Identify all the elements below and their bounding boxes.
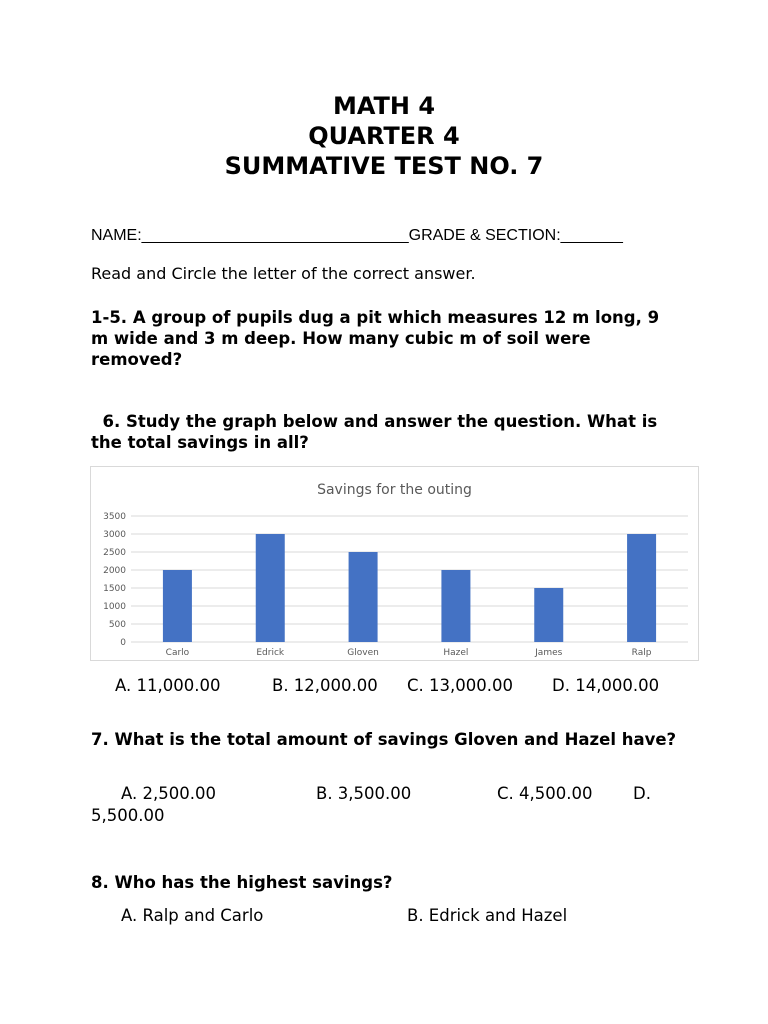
test-subject: MATH 4: [332, 92, 436, 120]
y-tick-label: 0: [120, 638, 126, 648]
q7-option-d[interactable]: D.: [633, 784, 651, 803]
q6-option-a[interactable]: A. 11,000.00: [115, 676, 221, 695]
test-quarter: QUARTER 4: [308, 122, 460, 150]
x-tick-label: Hazel: [443, 648, 469, 658]
y-tick-label: 500: [108, 620, 126, 630]
q6-option-b[interactable]: B. 12,000.00: [272, 676, 378, 695]
x-tick-label: Edrick: [256, 648, 285, 658]
bar-carlo: [163, 570, 192, 642]
y-tick-label: 2500: [103, 548, 126, 558]
y-tick-label: 1000: [103, 602, 126, 612]
bar-edrick: [256, 534, 285, 642]
q6-option-c[interactable]: C. 13,000.00: [407, 676, 513, 695]
question-8: 8. Who has the highest savings?: [91, 873, 393, 892]
name-grade-section-line[interactable]: NAME:______________________________GRADE & SECTION:_______: [91, 227, 623, 244]
bar-hazel: [441, 570, 470, 642]
bar-gloven: [349, 552, 378, 642]
test-title: SUMMATIVE TEST NO. 7: [224, 152, 544, 180]
question-7: 7. What is the total amount of savings Gloven and Hazel have?: [91, 730, 677, 749]
x-tick-label: Ralp: [631, 648, 652, 658]
y-tick-label: 3000: [103, 530, 126, 540]
savings-chart-svg: [91, 467, 698, 660]
question-1-5: 1-5. A group of pupils dug a pit which measures 12 m long, 9 m wide and 3 m deep. How many cubic m of soil were removed?: [91, 308, 660, 369]
q8-option-b[interactable]: B. Edrick and Hazel: [407, 906, 568, 925]
savings-chart: [90, 466, 699, 661]
question-6: 6. Study the graph below and answer the question. What is the total savings in all?: [91, 412, 663, 452]
q7-option-b[interactable]: B. 3,500.00: [316, 784, 412, 803]
bar-james: [534, 588, 563, 642]
instructions: Read and Circle the letter of the correct answer.: [91, 264, 476, 283]
q7-option-a[interactable]: A. 2,500.00: [121, 784, 216, 803]
y-tick-label: 1500: [103, 584, 126, 594]
x-tick-label: Gloven: [347, 648, 379, 658]
x-tick-label: Carlo: [165, 648, 190, 658]
y-tick-label: 2000: [103, 566, 126, 576]
q8-option-a[interactable]: A. Ralp and Carlo: [121, 906, 264, 925]
x-tick-label: James: [535, 648, 563, 658]
q7-option-c[interactable]: C. 4,500.00: [497, 784, 593, 803]
bar-ralp: [627, 534, 656, 642]
q7-option-d-value: 5,500.00: [91, 806, 165, 825]
y-tick-label: 3500: [103, 512, 126, 522]
q6-option-d[interactable]: D. 14,000.00: [552, 676, 660, 695]
chart-title: Savings for the outing: [317, 482, 472, 498]
